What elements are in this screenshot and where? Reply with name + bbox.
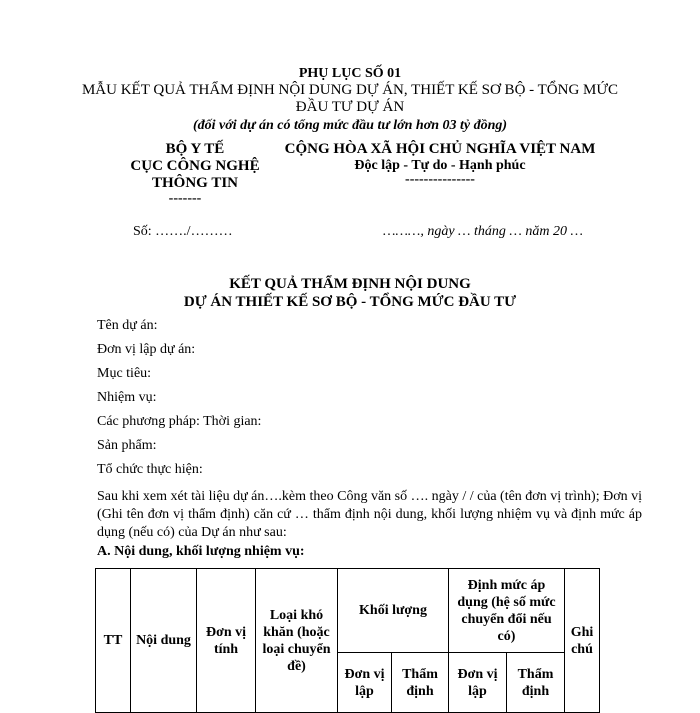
appendix-label: PHỤ LỤC SỐ 01 (298, 66, 402, 81)
document-heading-line1: MẪU KẾT QUẢ THẨM ĐỊNH NỘI DUNG DỰ ÁN, THIẾT KẾ SƠ BỘ - TỔNG MỨC (81, 82, 619, 98)
intro-paragraph: Sau khi xem xét tài liệu dự án….kèm theo Công văn số …. ngày / / của (tên đơn vị trình); Đơn vị (Ghi tên đơn vị thẩm định) căn cứ … thẩm định nội dung, khối lượng nhiệm vụ và định mức áp dụng (nếu có) của Dự án như sau: (97, 489, 642, 540)
national-motto: Độc lập - Tự do - Hạnh phúc (354, 158, 526, 173)
field-tasks: Nhiệm vụ: (97, 390, 157, 405)
field-implementation: Tổ chức thực hiện: (97, 462, 203, 477)
section-a-heading: A. Nội dung, khối lượng nhiệm vụ: (97, 544, 305, 559)
department-name-line2: THÔNG TIN (152, 175, 238, 191)
document-number: Số: ……./……… (133, 224, 233, 239)
header-unit: Đơn vị tính (197, 569, 256, 713)
field-objective: Mục tiêu: (97, 366, 152, 381)
ministry-name: BỘ Y TẾ (165, 141, 225, 157)
subheader-volume-preparing-unit: Đơn vị lập (338, 653, 392, 713)
report-title-line1: KẾT QUẢ THẨM ĐỊNH NỘI DUNG (229, 276, 471, 292)
document-subtitle: (đối với dự án có tổng mức đầu tư lớn hơn 03 tỷ đồng) (192, 118, 508, 133)
field-preparing-unit: Đơn vị lập dự án: (97, 342, 196, 357)
header-norm-applied: Định mức áp dụng (hệ số mức chuyển đổi nếu có) (449, 569, 565, 653)
subheader-norm-appraisal: Thẩm định (507, 653, 565, 713)
header-difficulty-type: Loại khó khăn (hoặc loại chuyển đề) (256, 569, 338, 713)
subheader-norm-preparing-unit: Đơn vị lập (449, 653, 507, 713)
header-volume: Khối lượng (338, 569, 449, 653)
country-name: CỘNG HÒA XÃ HỘI CHỦ NGHĨA VIỆT NAM (284, 141, 596, 157)
header-notes: Ghi chú (565, 569, 600, 713)
report-title-line2: DỰ ÁN THIẾT KẾ SƠ BỘ - TỔNG MỨC ĐẦU TƯ (183, 294, 517, 310)
document-date: ………, ngày … tháng … năm 20 … (383, 224, 583, 239)
field-methods-time: Các phương pháp: Thời gian: (97, 414, 262, 429)
field-project-name: Tên dự án: (97, 318, 158, 333)
document-heading-line2: ĐẦU TƯ DỰ ÁN (295, 99, 405, 115)
subheader-volume-appraisal: Thẩm định (392, 653, 449, 713)
header-tt: TT (96, 569, 131, 713)
field-products: Sản phẩm: (97, 438, 157, 453)
right-divider: --------------- (405, 172, 475, 187)
left-divider: ------- (168, 191, 202, 206)
task-volume-table (95, 568, 600, 713)
header-content: Nội dung (131, 569, 197, 713)
department-name-line1: CỤC CÔNG NGHỆ (130, 158, 260, 174)
